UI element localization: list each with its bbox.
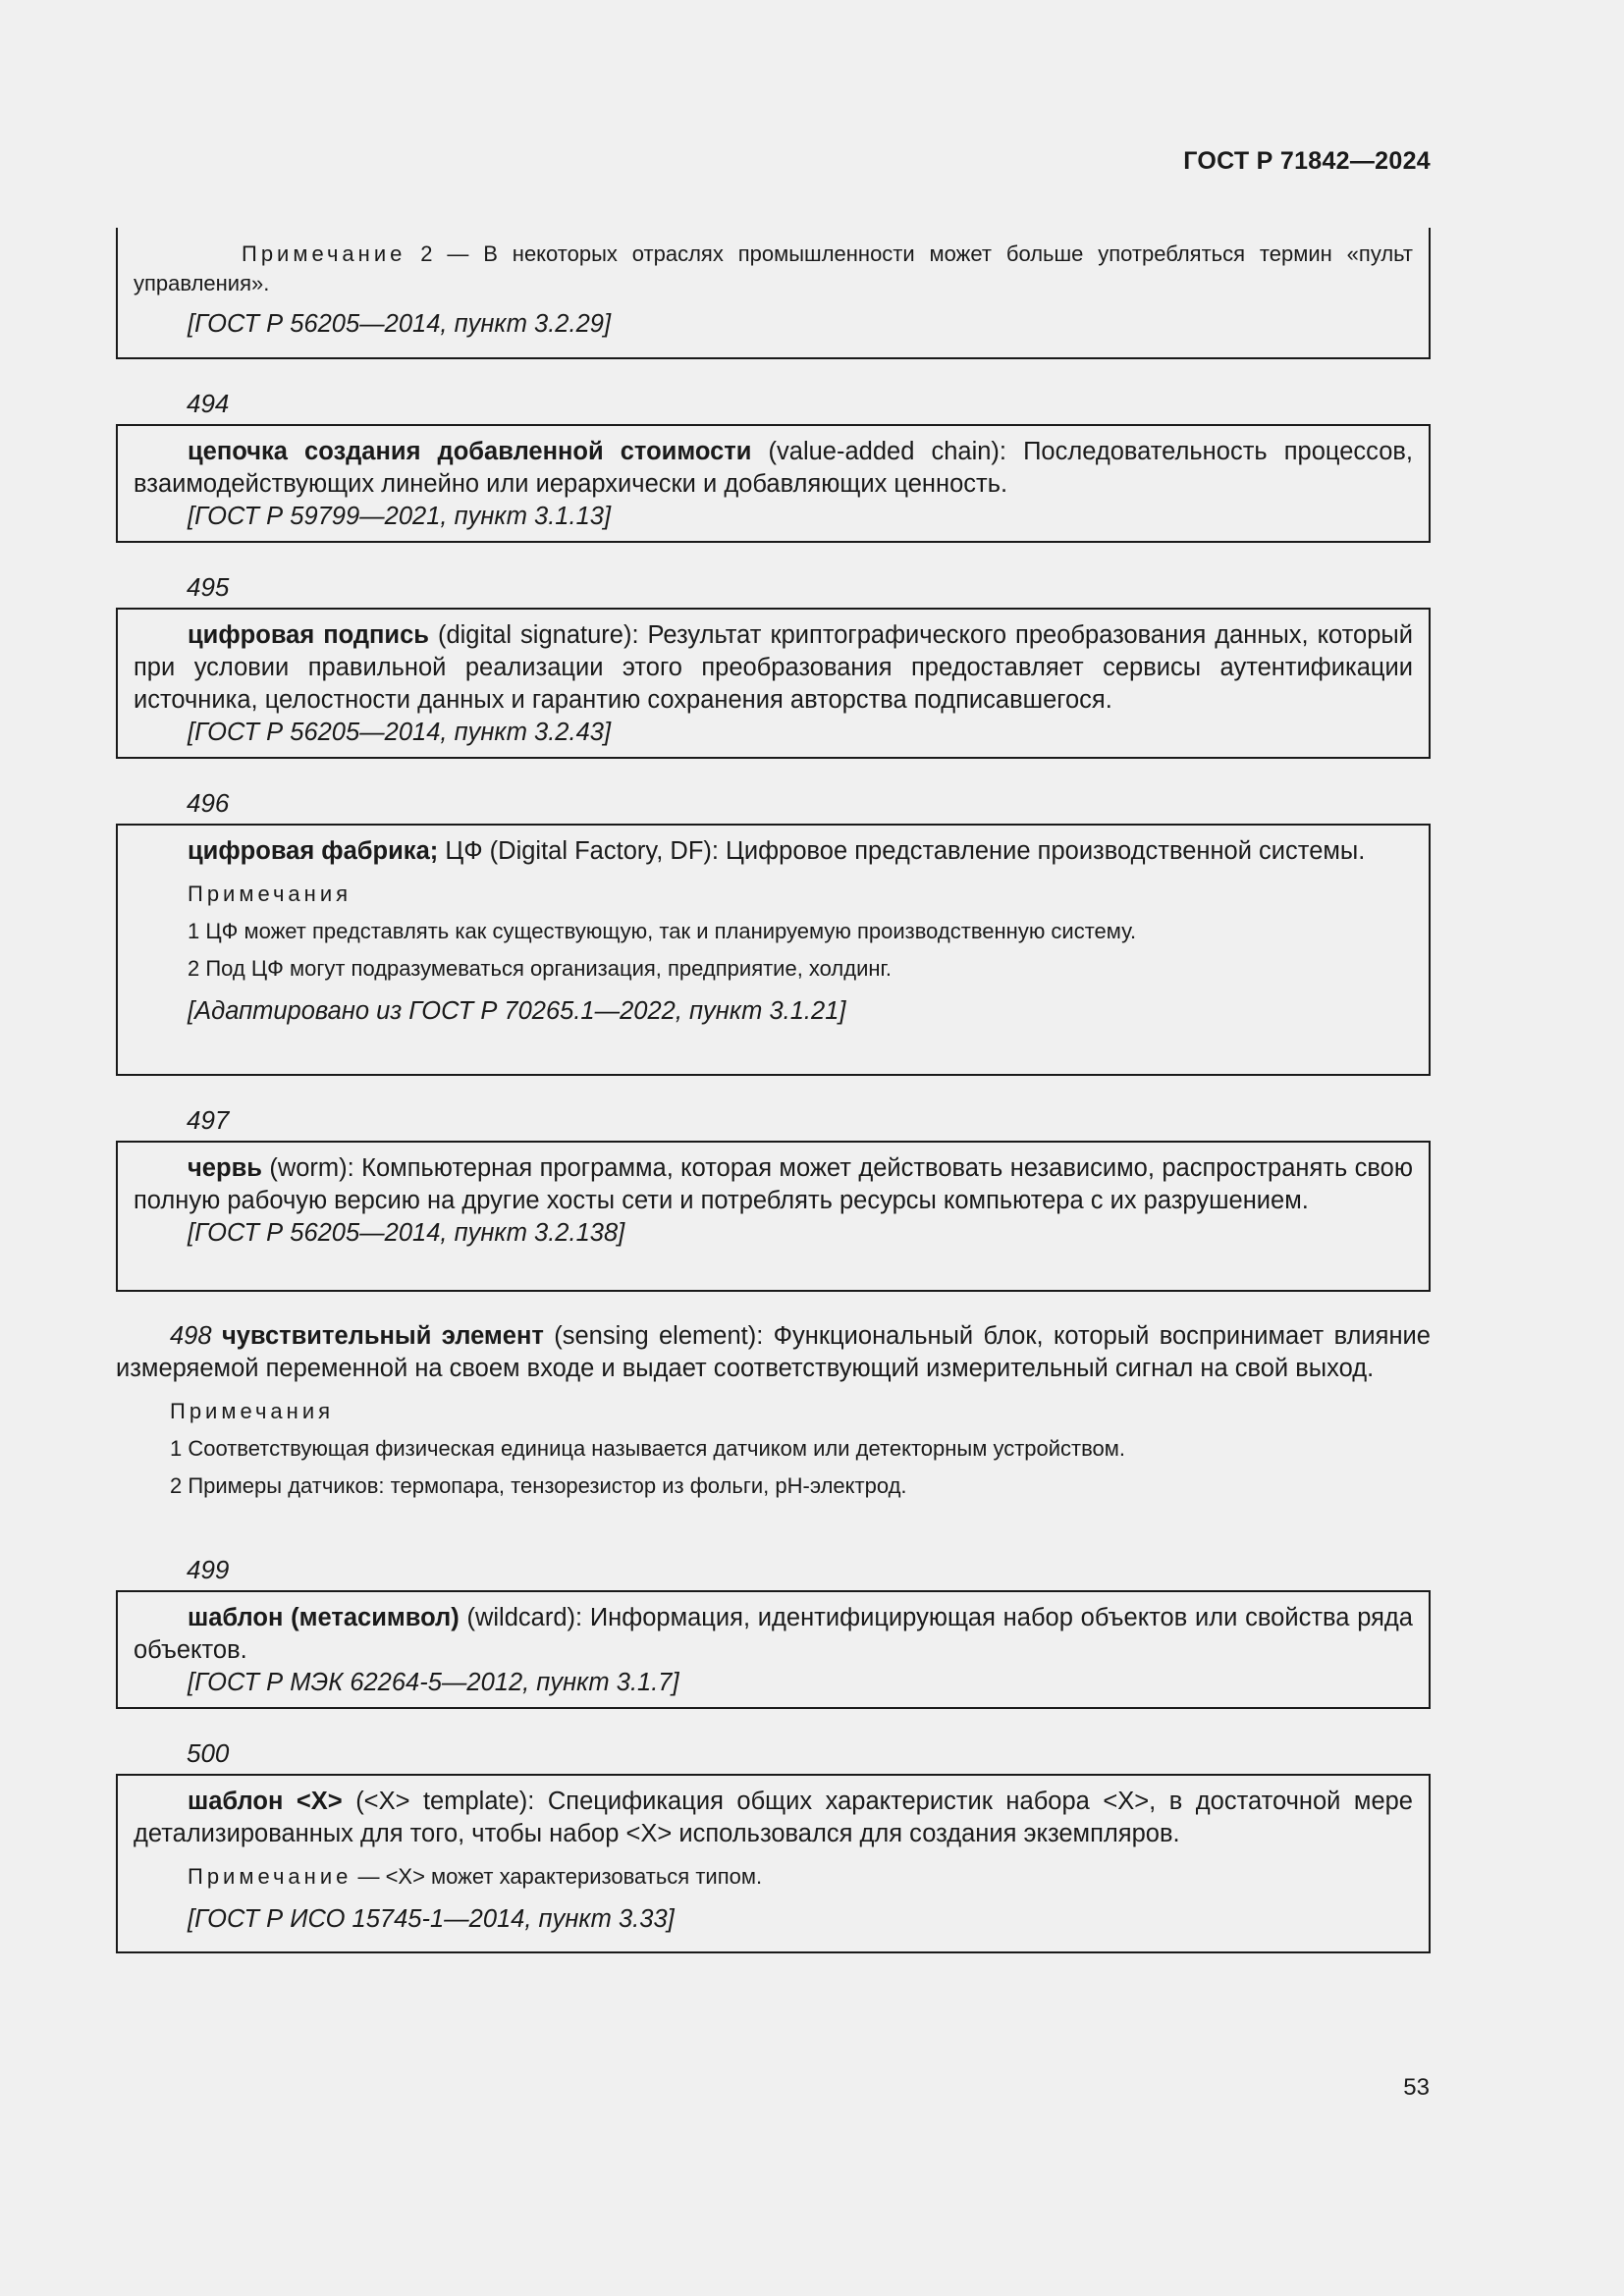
- note-item: 1 ЦФ может представлять как существующую, так и планируемую производственную систему.: [188, 919, 1137, 943]
- notes-label: Примечания: [170, 1399, 335, 1423]
- note: [134, 1862, 1413, 1892]
- note-item: 1 Соответствующая физическая единица называется датчиком или детекторным устройством.: [170, 1436, 1126, 1461]
- definition-text: (digital signature): Результат криптографического преобразования данных, который при условии правильной реализации этого преобразования предоставляет сервисы аутентификации источника, целостности данных и гарантию сохранения авторства подписавшегося.: [134, 621, 1413, 714]
- definition-text: (value-added chain): Последовательность процессов, взаимодействующих линейно или иерархически и добавляющих ценность.: [134, 438, 1414, 498]
- entry-number: 494: [187, 389, 230, 418]
- term: шаблон <X>: [188, 1788, 343, 1815]
- entry-number: 500: [187, 1738, 230, 1768]
- note-item: 2 Под ЦФ могут подразумеваться организация, предприятие, холдинг.: [188, 956, 892, 981]
- entry-number: 497: [187, 1105, 230, 1135]
- term: чувствительный элемент: [221, 1322, 544, 1350]
- note-text: — <X> может характеризоваться типом.: [352, 1864, 763, 1889]
- source-reference: [Адаптировано из ГОСТ Р 70265.1—2022, пункт 3.1.21]: [188, 997, 846, 1025]
- term: цифровая фабрика;: [188, 837, 439, 865]
- notes-label: Примечания: [188, 881, 352, 906]
- term: шаблон (метасимвол): [188, 1604, 460, 1631]
- definition-text: (wildcard): Информация, идентифицирующая набор объектов или свойства ряда объектов.: [134, 1604, 1413, 1664]
- term: цепочка создания добавленной стоимости: [188, 438, 752, 465]
- definition: [134, 835, 1413, 868]
- note-label: Примечание: [188, 1864, 352, 1889]
- definition: [116, 1320, 1431, 1385]
- term-box: [116, 1774, 1431, 1953]
- source-reference: [ГОСТ Р 56205—2014, пункт 3.2.138]: [188, 1219, 625, 1247]
- definition-text: (<X> template): Спецификация общих характеристик набора <X>, в достаточной мере детализированных для того, чтобы набор <X> использовался для создания экземпляров.: [134, 1788, 1413, 1847]
- continuation-box: [116, 228, 1431, 359]
- source-reference: [ГОСТ Р МЭК 62264-5—2012, пункт 3.1.7]: [188, 1669, 679, 1696]
- term-entry-unboxed: [116, 1320, 1431, 1501]
- term: червь: [188, 1154, 262, 1182]
- term: цифровая подпись: [188, 621, 429, 649]
- term-box: [116, 1590, 1431, 1709]
- term-box: [116, 424, 1431, 543]
- source-reference: [ГОСТ Р 56205—2014, пункт 3.2.43]: [188, 719, 612, 746]
- entry-number: 499: [187, 1555, 230, 1584]
- term-box: [116, 608, 1431, 759]
- source-reference: [ГОСТ Р 56205—2014, пункт 3.2.29]: [188, 310, 612, 338]
- term-box: [116, 1141, 1431, 1292]
- note-item: 2 Примеры датчиков: термопара, тензорезистор из фольги, pH-электрод.: [170, 1473, 907, 1498]
- note-label: Примечание: [242, 241, 406, 266]
- entry-number: 495: [187, 572, 230, 602]
- entry-number: 498: [170, 1322, 212, 1350]
- definition-text: (sensing element): Функциональный блок, который воспринимает влияние измеряемой переменной на своем входе и выдает соответствующий измерительный сигнал на свой выход.: [116, 1322, 1431, 1382]
- definition: [134, 619, 1413, 717]
- page-number: 53: [1403, 2074, 1430, 2101]
- definition-text: ЦФ (Digital Factory, DF): Цифровое представление производственной системы.: [438, 837, 1366, 865]
- entry-number: 496: [187, 788, 230, 818]
- note-text: 2 — В некоторых отраслях промышленности может больше употребляться термин «пульт управления».: [134, 241, 1413, 295]
- definition: [134, 1602, 1413, 1667]
- definition: [134, 1152, 1413, 1217]
- definition-text: (worm): Компьютерная программа, которая может действовать независимо, распространять свою полную рабочую версию на другие хосты сети и потреблять ресурсы компьютера с их разрушением.: [134, 1154, 1413, 1214]
- document-header: ГОСТ Р 71842—2024: [1183, 147, 1431, 175]
- term-box: [116, 824, 1431, 1076]
- continuation-note: [134, 240, 1413, 298]
- definition: [134, 1786, 1413, 1850]
- source-reference: [ГОСТ Р 59799—2021, пункт 3.1.13]: [188, 503, 612, 530]
- source-reference: [ГОСТ Р ИСО 15745-1—2014, пункт 3.33]: [188, 1905, 675, 1933]
- definition: [134, 436, 1413, 501]
